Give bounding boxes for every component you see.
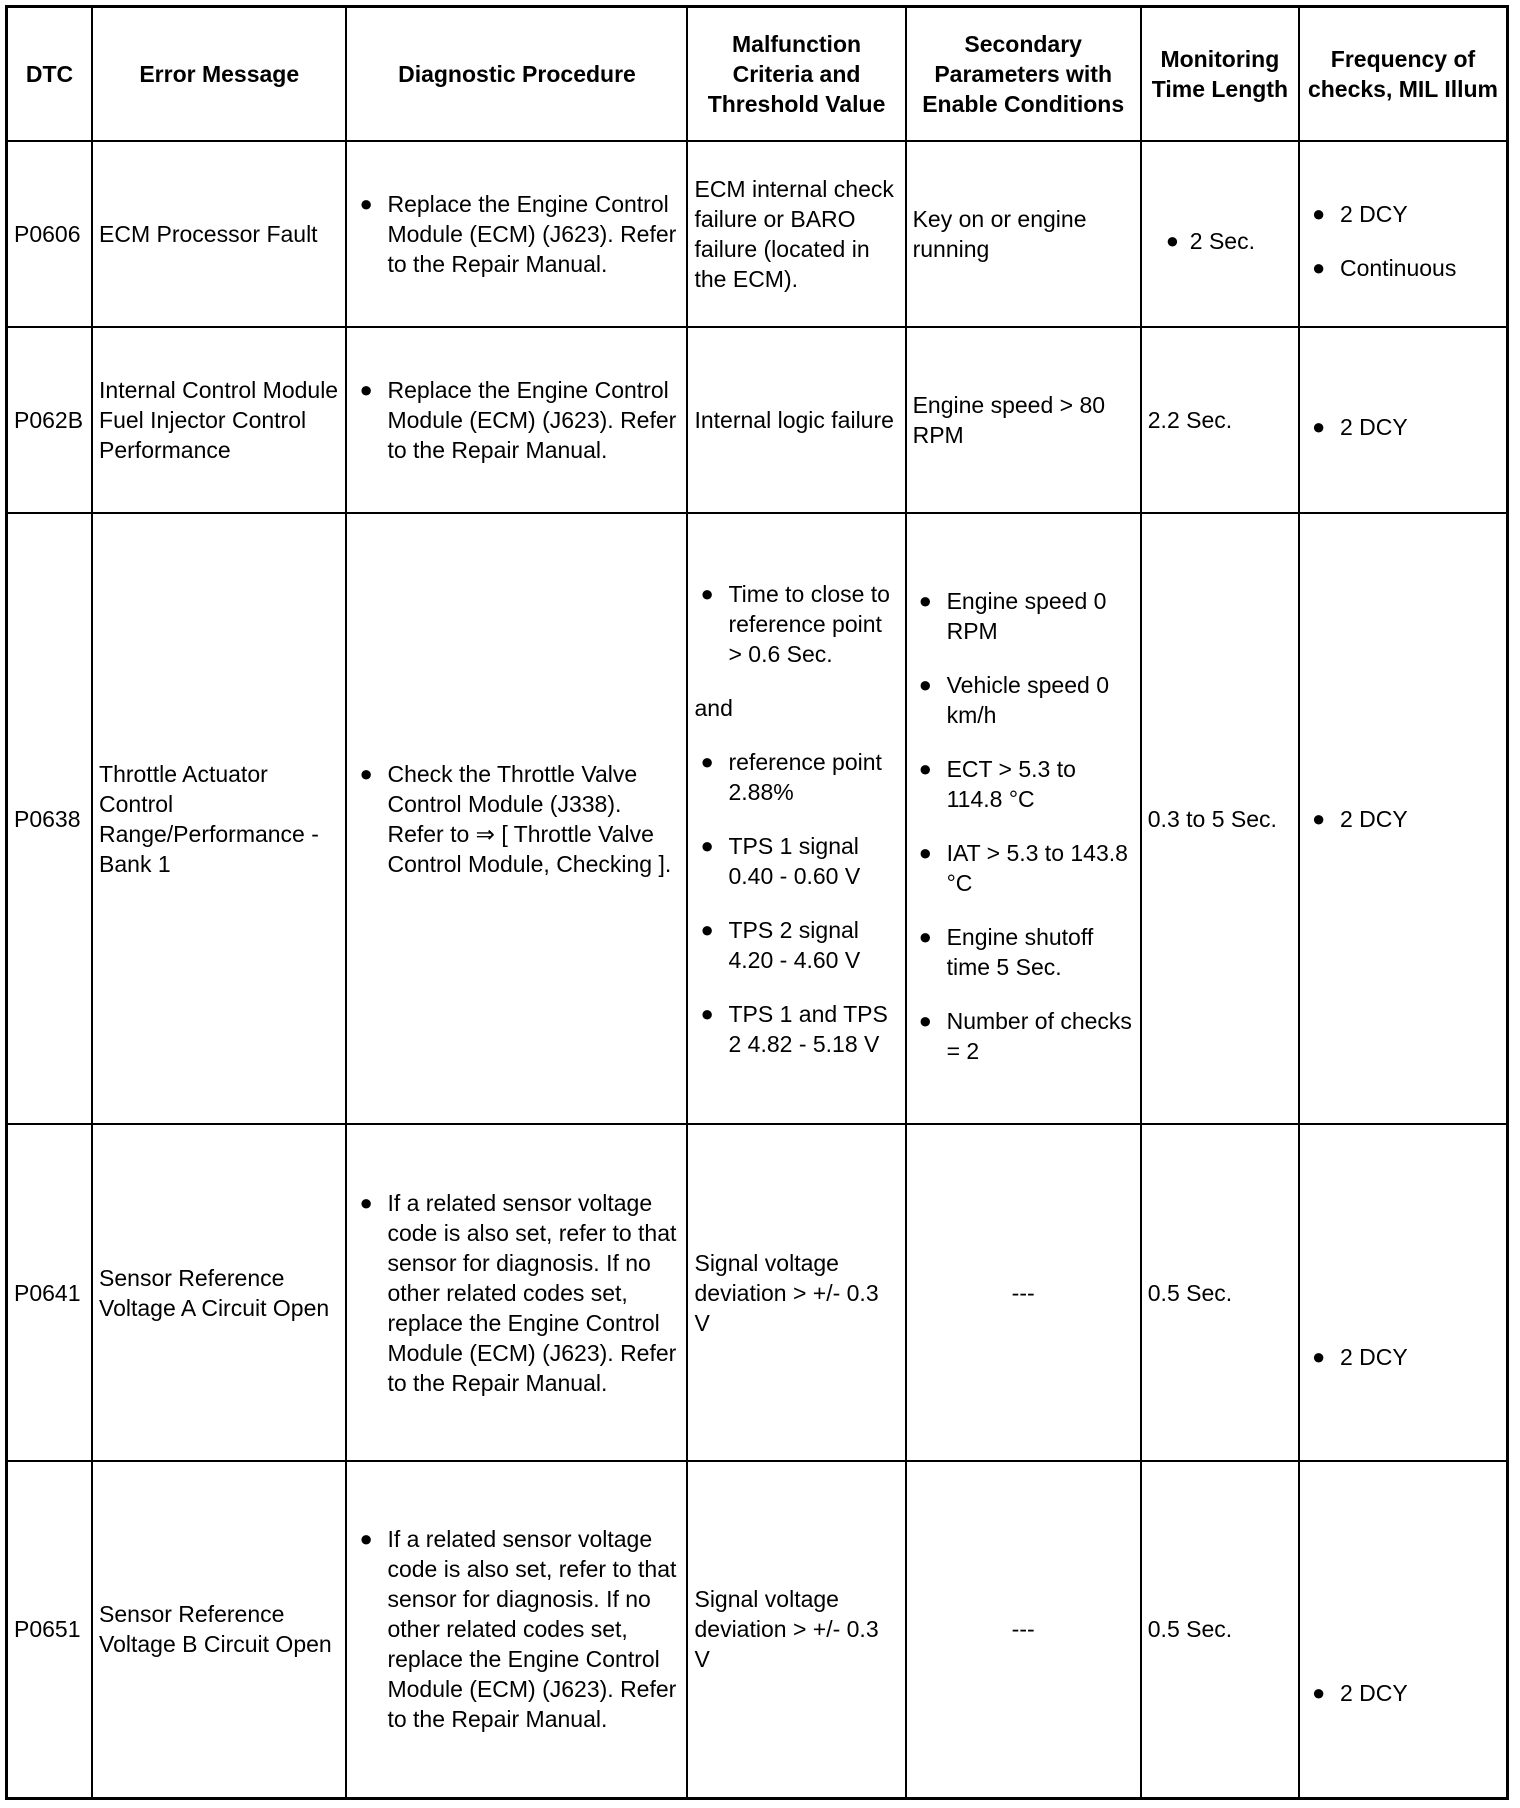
bullet-icon: ●	[1311, 255, 1326, 280]
error-message: Sensor Reference Voltage B Circuit Open	[92, 1461, 346, 1798]
bullet-icon: ●	[1311, 1680, 1326, 1706]
bullet-icon: ●	[700, 832, 714, 858]
bullet-icon: ●	[918, 923, 932, 949]
bullet-icon: ●	[918, 755, 932, 781]
monitoring-time: 0.5 Sec.	[1141, 1124, 1299, 1461]
secondary-parameters: ---	[906, 1461, 1141, 1798]
bullet-icon: ●	[1311, 414, 1326, 439]
monitoring-time: 0.3 to 5 Sec.	[1141, 513, 1299, 1124]
error-message: Sensor Reference Voltage A Circuit Open	[92, 1124, 346, 1461]
table-row	[7, 327, 1508, 513]
check-frequency: ● 2 DCY	[1299, 1124, 1508, 1461]
error-message: Internal Control Module Fuel Injector Control Performance	[92, 327, 346, 513]
malfunction-criteria: Internal logic failure	[687, 327, 905, 513]
and-label: and	[694, 694, 733, 721]
header-frequency: Frequency of checks, MIL Illum	[1299, 7, 1508, 142]
malfunction-criteria: ECM internal check failure or BARO failure (located in the ECM).	[687, 141, 905, 327]
error-message: Throttle Actuator Control Range/Performance - Bank 1	[92, 513, 346, 1124]
error-message: ECM Processor Fault	[92, 141, 346, 327]
bullet-icon: ●	[918, 587, 932, 613]
header-error-message: Error Message	[92, 7, 346, 142]
bullet-icon: ●	[359, 1526, 373, 1552]
secondary-parameters: Key on or engine running	[906, 141, 1141, 327]
bullet-icon: ●	[918, 839, 932, 865]
bullet-icon: ●	[359, 377, 373, 402]
check-frequency: ● 2 DCY	[1299, 327, 1508, 513]
check-frequency: ● 2 DCY ● Continuous	[1299, 141, 1508, 327]
header-monitoring-time: Monitoring Time Length	[1141, 7, 1299, 142]
secondary-parameters: ---	[906, 1124, 1141, 1461]
bullet-icon: ●	[359, 191, 373, 216]
diagnostic-procedure: ● If a related sensor voltage code is also set, refer to that sensor for diagnosis. If no other related codes set, replace the Engine Control Module (ECM) (J623). Refer to the Repair Manual.	[346, 1461, 687, 1798]
diagnostic-procedure: ● Replace the Engine Control Module (ECM) (J623). Refer to the Repair Manual.	[346, 327, 687, 513]
bullet-icon: ●	[1311, 201, 1326, 226]
table-row	[7, 1124, 1508, 1461]
dtc-code: P0651	[7, 1461, 93, 1798]
bullet-icon: ●	[359, 760, 373, 786]
table-row	[7, 513, 1508, 1124]
header-dtc: DTC	[7, 7, 93, 142]
bullet-icon: ●	[918, 1007, 932, 1033]
malfunction-criteria: Signal voltage deviation > +/- 0.3 V	[687, 1124, 905, 1461]
bullet-icon: ●	[1311, 1343, 1326, 1369]
table-row	[7, 141, 1508, 327]
malfunction-criteria: Signal voltage deviation > +/- 0.3 V	[687, 1461, 905, 1798]
monitoring-time: 0.5 Sec.	[1141, 1461, 1299, 1798]
header-diagnostic-procedure: Diagnostic Procedure	[346, 7, 687, 142]
bullet-icon: ●	[700, 1000, 714, 1026]
malfunction-criteria: ● Time to close to reference point > 0.6 Sec. and ● reference point 2.88% ● TPS 1 signal 0.40 - 0.60 V ● TPS 2 signal 4.20 - 4.60 V ● TPS 1 and TPS 2 4.82 - 5.18 V	[687, 513, 905, 1124]
bullet-icon: ●	[1165, 228, 1180, 253]
dtc-code: P0638	[7, 513, 93, 1124]
check-frequency: ● 2 DCY	[1299, 513, 1508, 1124]
bullet-icon: ●	[359, 1189, 373, 1215]
table-row	[7, 1461, 1508, 1798]
monitoring-time: ● 2 Sec.	[1141, 141, 1299, 327]
check-frequency: ● 2 DCY	[1299, 1461, 1508, 1798]
table-header-row	[7, 7, 1508, 142]
bullet-icon: ●	[700, 916, 714, 942]
diagnostic-procedure: ● Check the Throttle Valve Control Module (J338). Refer to ⇒ [ Throttle Valve Control Module, Checking ].	[346, 513, 687, 1124]
header-secondary-parameters: Secondary Parameters with Enable Conditions	[906, 7, 1141, 142]
dtc-code: P062B	[7, 327, 93, 513]
bullet-icon: ●	[1311, 805, 1326, 831]
bullet-icon: ●	[700, 748, 714, 774]
secondary-parameters: ● Engine speed 0 RPM ● Vehicle speed 0 km/h ● ECT > 5.3 to 114.8 °C ● IAT > 5.3 to 143.8 °C ● Engine shutoff time 5 Sec. ● Number of checks = 2	[906, 513, 1141, 1124]
diagnostic-procedure: ● If a related sensor voltage code is also set, refer to that sensor for diagnosis. If no other related codes set, replace the Engine Control Module (ECM) (J623). Refer to the Repair Manual.	[346, 1124, 687, 1461]
dtc-table	[5, 5, 1509, 1800]
dtc-code: P0606	[7, 141, 93, 327]
header-malfunction-criteria: Malfunction Criteria and Threshold Value	[687, 7, 905, 142]
monitoring-time: 2.2 Sec.	[1141, 327, 1299, 513]
secondary-parameters: Engine speed > 80 RPM	[906, 327, 1141, 513]
dtc-code: P0641	[7, 1124, 93, 1461]
bullet-icon: ●	[700, 580, 714, 606]
bullet-icon: ●	[918, 671, 932, 697]
diagnostic-procedure: ● Replace the Engine Control Module (ECM) (J623). Refer to the Repair Manual.	[346, 141, 687, 327]
